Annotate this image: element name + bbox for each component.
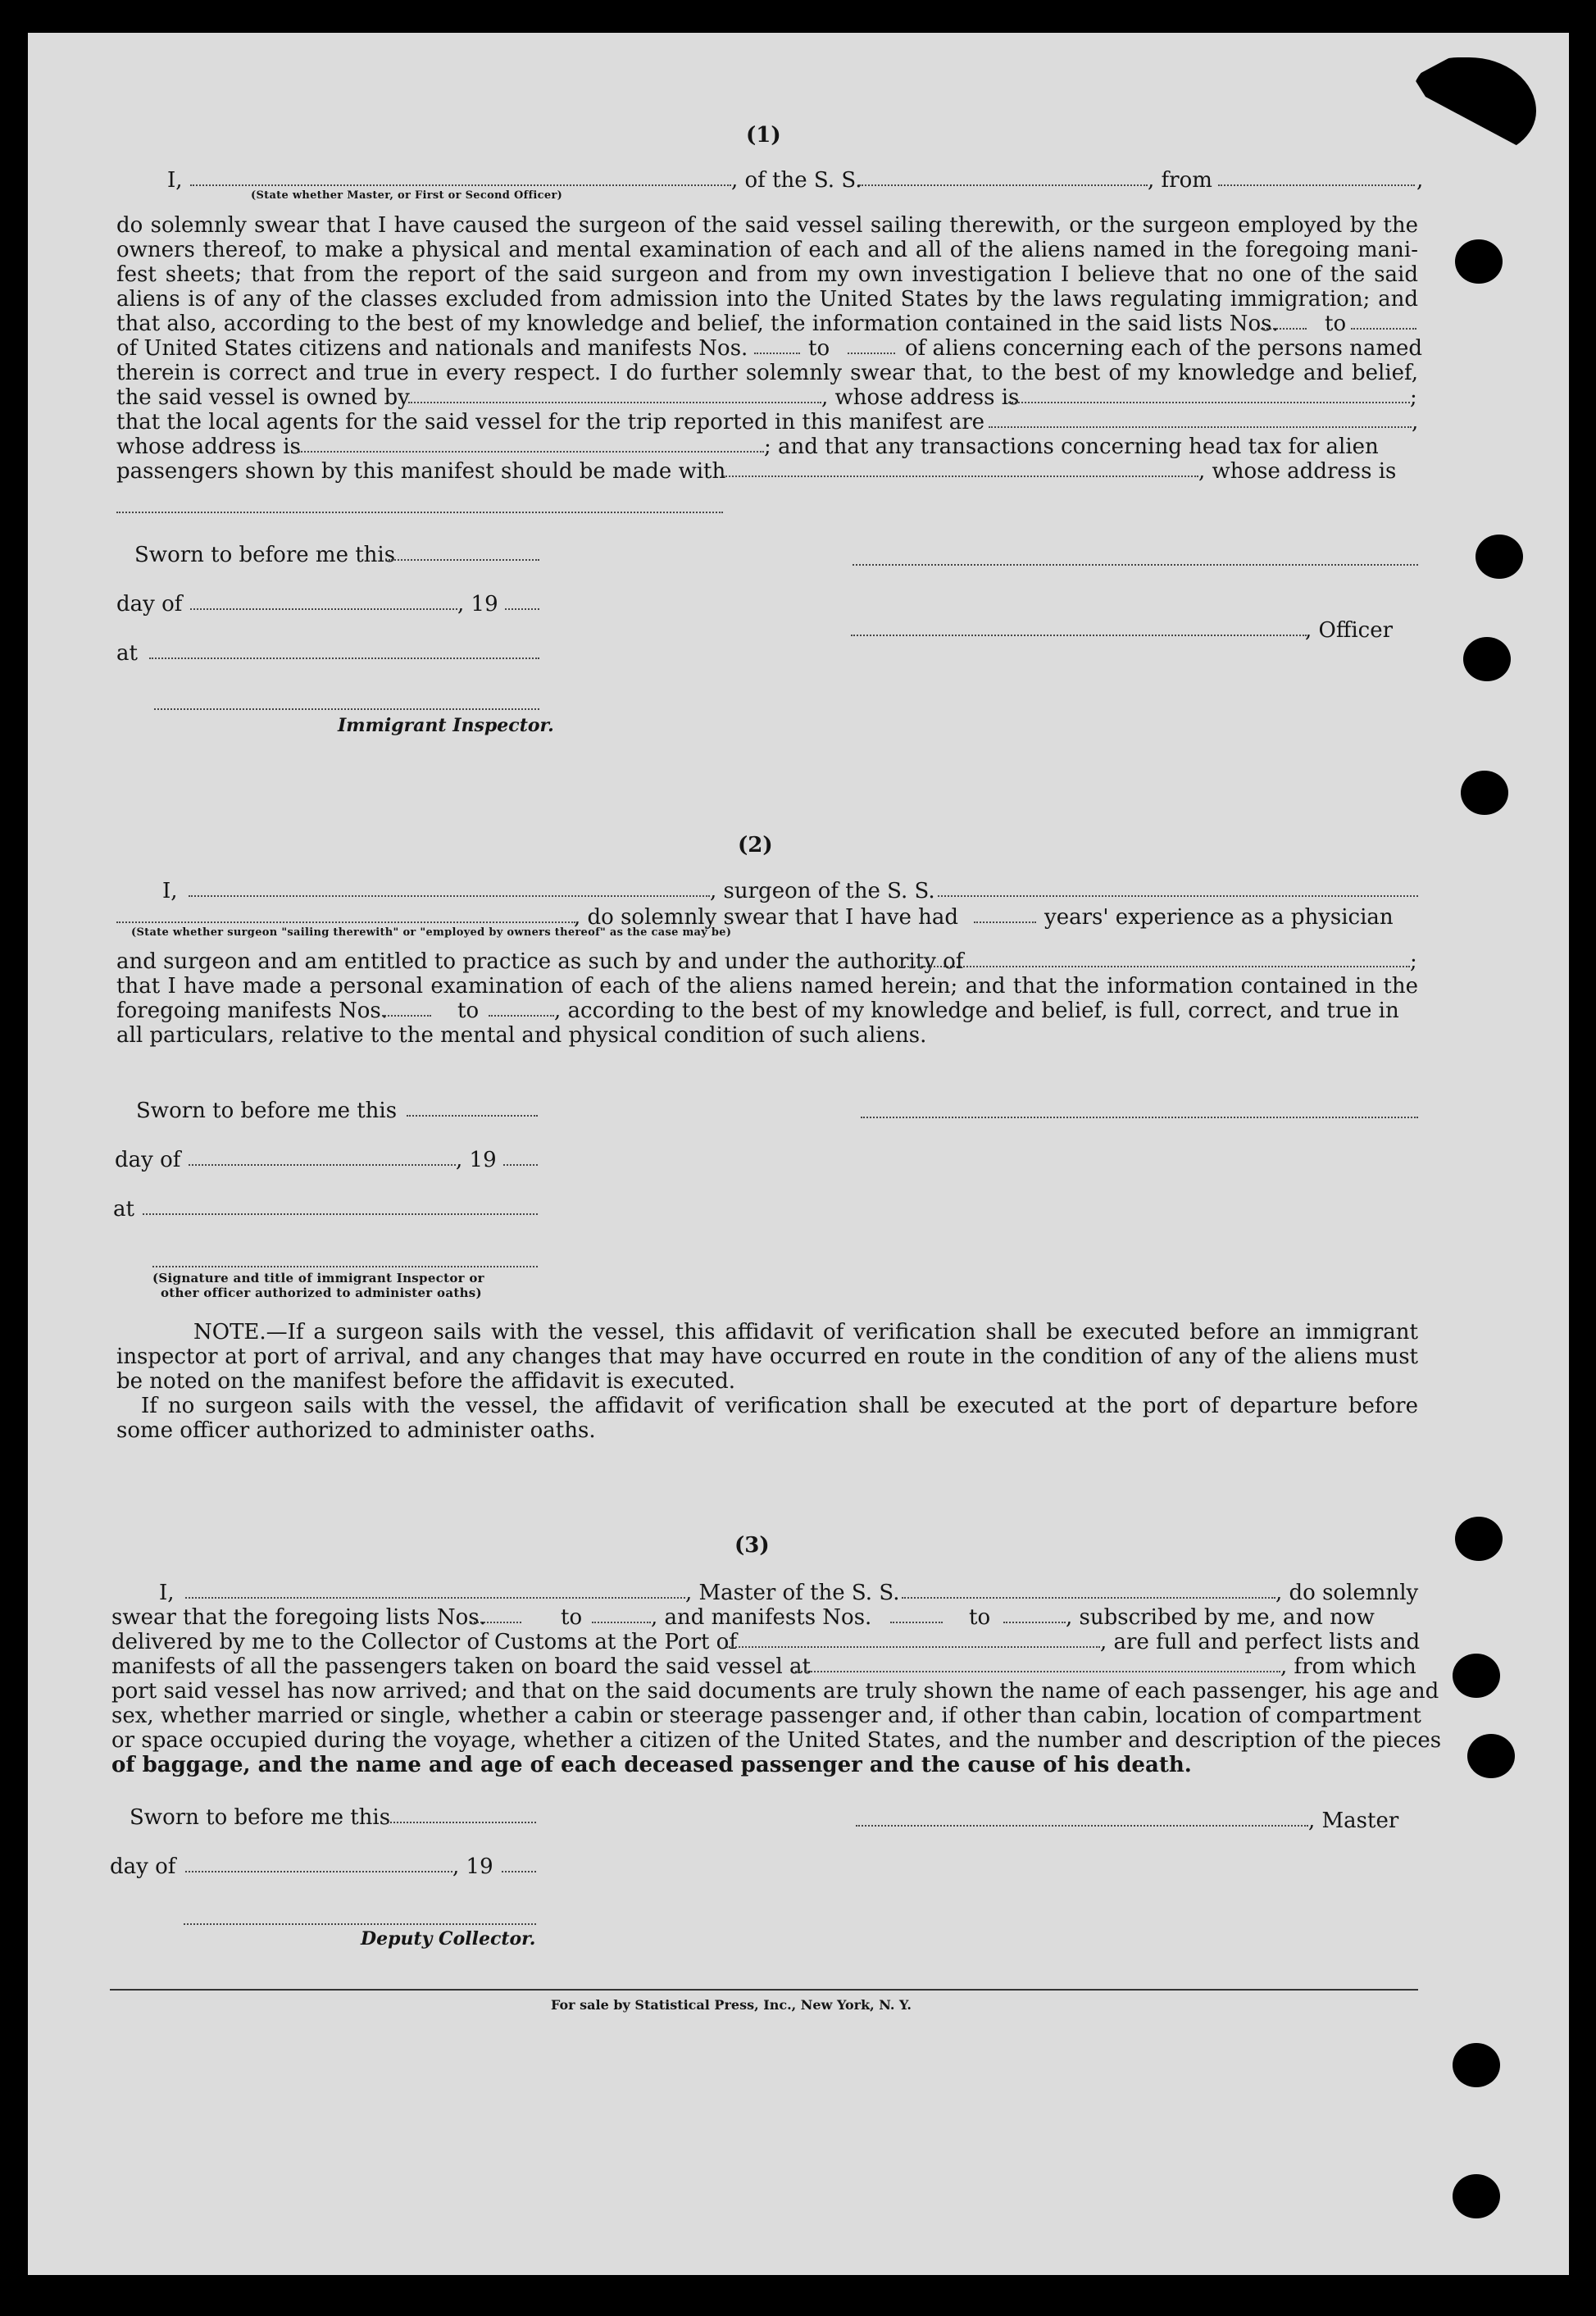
s1-officer-line[interactable] (851, 635, 1307, 636)
s2-note-1: NOTE.—If a surgeon sails with the vessel, this affidavit of verification shall be executed before an immigrant (193, 1320, 1418, 1345)
section-1-number: (1) (746, 123, 781, 148)
s3-lists-to-field[interactable] (592, 1622, 651, 1623)
s3-name-field[interactable] (185, 1597, 685, 1599)
s3-collector-line[interactable] (184, 1923, 536, 1925)
s3-master-line[interactable] (856, 1825, 1308, 1827)
s1-year-field[interactable] (505, 608, 539, 610)
s2-sworn: Sworn to before me this (136, 1099, 398, 1123)
printer-footer: For sale by Statistical Press, Inc., New York, N. Y. (551, 1997, 912, 2013)
s2-manifests-to-field[interactable] (489, 1015, 554, 1017)
s3-collector: Deputy Collector. (361, 1928, 536, 1950)
binder-hole (1455, 1517, 1503, 1561)
s1-agents-address-field[interactable] (298, 451, 764, 453)
s2-surgeon-note: (State whether surgeon "sailing therewith" or "employed by owners thereof" as the case may be) (131, 926, 732, 939)
s2-authority-field[interactable] (898, 966, 1410, 967)
s1-inspector-line[interactable] (154, 708, 539, 710)
binder-hole (1453, 2043, 1500, 2087)
s3-lists-from-field[interactable] (471, 1622, 521, 1623)
s1-lists-to-field[interactable] (1351, 328, 1416, 330)
s2-day-field[interactable] (189, 1164, 456, 1166)
s3-body: port said vessel has now arrived; and that on the said documents are truly shown the name of each passenger, his age and sex, whether married or single, whether a cabin or steerage passenger and, if other than cabin, location of compartment or space occupied during the voyage, whether a citizen of the United States, and the number and description of the pieces (111, 1679, 1442, 1753)
s1-from-field[interactable] (1218, 184, 1415, 186)
s2-surgeon-type-field[interactable] (116, 921, 575, 923)
s2-name-field[interactable] (189, 895, 710, 897)
binder-hole (1463, 637, 1511, 681)
s1-agents-field[interactable] (989, 426, 1412, 428)
s1-vessel-field[interactable] (859, 184, 1148, 186)
s1-head-tax-field[interactable] (723, 475, 1198, 477)
s2-inspector-line[interactable] (152, 1266, 538, 1267)
s3-master: , Master (1308, 1809, 1399, 1833)
s1-day-field[interactable] (190, 608, 457, 610)
s1-officer-note: (State whether Master, or First or Second Officer) (251, 189, 563, 202)
s1-body: do solemnly swear that I have caused the surgeon of the said vessel sailing therewith, or the surgeon employed by the owners thereof, to make a physical and mental examination of each and all of the aliens named in the foregoing mani- fest sheets; that from the report of the said surgeon and from my own investigation I believe that no one of the said aliens is of any of the classes excluded from admission into the United States by the laws regulating immigration; and (116, 213, 1418, 312)
s2-note-2: If no surgeon sails with the vessel, the affidavit of verification shall be executed at the port of departure before (141, 1394, 1418, 1418)
s1-manifests-from-field[interactable] (754, 353, 800, 354)
s1-owner-address-field[interactable] (1008, 402, 1410, 403)
s1-head-tax-address-field[interactable] (116, 512, 723, 513)
s2-at-field[interactable] (143, 1213, 538, 1215)
torn-corner (1413, 57, 1536, 156)
section-2-number: (2) (738, 833, 773, 858)
s2-vessel-field[interactable] (938, 895, 1418, 897)
s2-sworn-field[interactable] (407, 1115, 538, 1117)
footer-rule (110, 1989, 1418, 1991)
s1-line5: that also, according to the best of my knowledge and belief, the information contained in the said lists Nos. (116, 312, 1279, 336)
s1-name-field[interactable] (190, 184, 731, 186)
binder-hole (1453, 2174, 1500, 2218)
binder-hole (1453, 1654, 1500, 1698)
s2-year-field[interactable] (503, 1164, 538, 1166)
s1-manifests-to-field[interactable] (848, 353, 895, 354)
s2-years-field[interactable] (974, 921, 1036, 923)
s1-owner-field[interactable] (408, 402, 821, 403)
s3-sworn: Sworn to before me this (130, 1805, 391, 1830)
s1-at-field[interactable] (149, 657, 539, 659)
binder-hole (1461, 771, 1508, 815)
s3-port-field[interactable] (726, 1646, 1100, 1648)
s3-manifests-to-field[interactable] (1003, 1622, 1066, 1623)
form-page: (1) I, , of the S. S. , from , (State whether Master, or First or Second Officer) do solemnly swear that I have caused the surgeon of the said vessel sailing therewith, or the surgeon employed by the owners thereof, to make a physical and mental examination of each and all of the aliens named in the foregoing mani- fest sheets; that from the report of the said surgeon and from my own investigation I believe that no one of the said aliens is of any of the classes excluded from admission into the United States by the laws regulating immigration; and that also, according to the best of my knowledge and belief, the information contained in the said lists Nos. to of United States citizens and nationals and manifests Nos. to of aliens concerning each of the persons named therein is correct and true in every respect. I do further solemnly swear that, to the best of my knowledge and belief, the said vessel is owned by , whose address is ; that the local agents for the said vessel for the trip reported in this manifest are , whose address is ; and that any transactions concerning head tax for alien passengers shown by this manifest should be made with , whose address is Sworn to before me this day of , 19 , Officer at Immigrant Inspector. (2) I, , surgeon of the S. S. , do solemnly swear that I have had years' experience as a physician (State whether surgeon "sailing therewith" or "employed by owners thereof" as the case may be) and surgeon and am entitled to practice as such by and under the authority of ; that I have made a personal examination of each of the aliens named herein; and that the information contained in the foregoing manifests Nos. to , according to the best of my knowledge and belief, is full, correct, and true in all particulars, relative to the mental and physical condition of such aliens. Sworn to before me this day of , 19 at (Signature and title of immigrant Inspector or other officer authorized to administer oaths) NOTE.—If a surgeon sails with the vessel, this affidavit of verification shall be executed before an immigrant inspector at port of arrival, and any changes that may have occurred en route in the condition of any of the aliens must be noted on the manifest before the affidavit is executed. If no surgeon sails with the vessel, the affidavit of verification shall be executed at the port of departure before some officer authorized to administer oaths. (3) I, , Master of the S. S. , do solemnly swear that the foregoing lists Nos. to , and manifests Nos. to , subscribed by me, and now delivered by me to the Collector of Customs at the Port of , are full and perfect lists and manifests of all the passengers taken on board the said vessel at , from which port said vessel has now arrived; and that on the said documents are truly shown the name of each passenger, his age and sex, whether married or single, whether a cabin or steerage passenger and, if other than cabin, location of compartment or space occupied during the voyage, whether a citizen of the United States, and the number and description of the pieces of baggage, and the name and age of each deceased passenger and the cause of his death. Sworn to before me this , Master day of , 19 Deputy Collector. For sale by Statistical Press, Inc., New York, N. Y. (28, 33, 1569, 2275)
binder-hole (1455, 239, 1503, 284)
s2-manifests-from-field[interactable] (382, 1015, 431, 1017)
s3-vessel-field[interactable] (902, 1597, 1275, 1599)
s3-embark-port-field[interactable] (795, 1671, 1280, 1672)
binder-hole (1467, 1734, 1515, 1778)
binder-hole (1476, 535, 1523, 579)
s1-sworn-field[interactable] (389, 559, 539, 561)
s1-signature-line[interactable] (853, 564, 1418, 566)
s1-officer: , Officer (1305, 618, 1394, 643)
s1-inspector: Immigrant Inspector. (338, 715, 554, 736)
s3-year-field[interactable] (502, 1871, 536, 1872)
s1-of-ss: , of the S. S. (731, 168, 862, 193)
s1-from: , from (1148, 168, 1212, 193)
s1-i: I, (167, 168, 183, 193)
s1-lists-from-field[interactable] (1261, 328, 1307, 330)
section-3-number: (3) (734, 1533, 770, 1558)
s3-day-field[interactable] (185, 1871, 452, 1872)
s2-signature-line[interactable] (861, 1117, 1418, 1118)
s3-sworn-field[interactable] (390, 1822, 536, 1823)
s1-sworn: Sworn to before me this (134, 543, 396, 567)
s3-manifests-from-field[interactable] (890, 1622, 943, 1623)
